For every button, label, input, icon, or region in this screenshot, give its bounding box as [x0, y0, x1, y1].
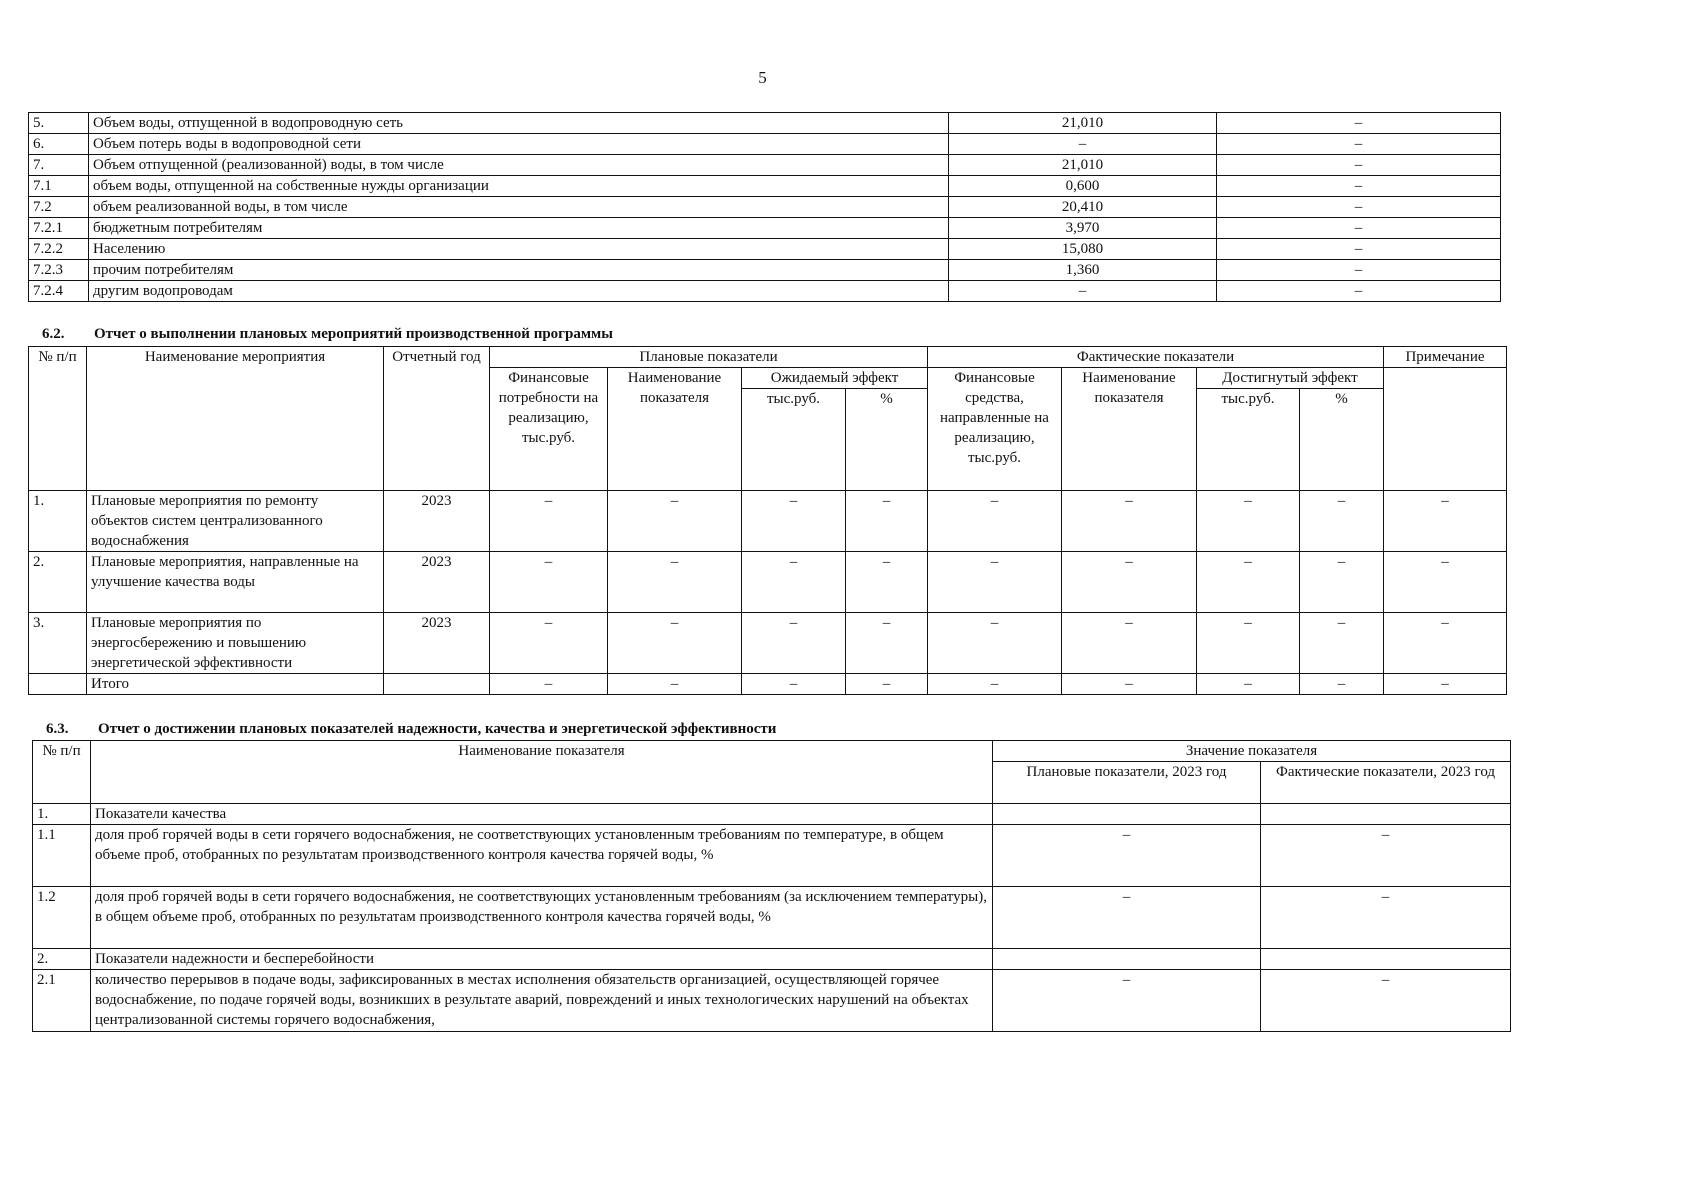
row-cell: –	[608, 552, 742, 613]
row-name: объем реализованной воды, в том числе	[89, 197, 949, 218]
row-number: 7.	[29, 155, 89, 176]
section-number: 6.2.	[42, 326, 65, 342]
row-cell: –	[1197, 552, 1300, 613]
header-act-fin: Финансовые средства, направленные на реализацию, тыс.руб.	[928, 368, 1062, 491]
row-cell: –	[928, 491, 1062, 552]
row-cell: –	[1062, 491, 1197, 552]
row-number: 7.2.1	[29, 218, 89, 239]
row-cell: –	[490, 613, 608, 674]
row-cell: –	[928, 552, 1062, 613]
row-number: 1.	[33, 804, 91, 825]
row-cell: –	[1384, 674, 1507, 695]
section-number: 6.3.	[46, 721, 69, 737]
header-year: Отчетный год	[384, 347, 490, 491]
row-cell: –	[846, 552, 928, 613]
row-cell: –	[1197, 674, 1300, 695]
row-cell: –	[846, 491, 928, 552]
row-value: 0,600	[949, 176, 1217, 197]
row-cell: –	[490, 491, 608, 552]
row-number: 6.	[29, 134, 89, 155]
table-row	[29, 491, 1507, 552]
table-row	[29, 113, 1501, 134]
row-cell: –	[608, 491, 742, 552]
row-name: Объем воды, отпущенной в водопроводную сеть	[89, 113, 949, 134]
row-name: Объем отпущенной (реализованной) воды, в том числе	[89, 155, 949, 176]
row-year: 2023	[384, 552, 490, 613]
row-year: 2023	[384, 613, 490, 674]
table-row	[29, 239, 1501, 260]
row-name: объем воды, отпущенной на собственные нужды организации	[89, 176, 949, 197]
row-actual: –	[1261, 887, 1511, 949]
table-row	[29, 613, 1507, 674]
row-cell: –	[490, 552, 608, 613]
header-plan-rub: тыс.руб.	[742, 389, 846, 491]
table-row	[29, 176, 1501, 197]
header-planned: Плановые показатели, 2023 год	[993, 762, 1261, 804]
row-number: 1.1	[33, 825, 91, 887]
row-planned	[993, 949, 1261, 970]
row-name: прочим потребителям	[89, 260, 949, 281]
row-cell: –	[1062, 552, 1197, 613]
row-extra: –	[1217, 239, 1501, 260]
row-year	[384, 674, 490, 695]
section-title: Отчет о выполнении плановых мероприятий производственной программы	[94, 326, 613, 342]
page-number: 5	[758, 68, 767, 87]
table-row	[29, 218, 1501, 239]
row-planned: –	[993, 887, 1261, 949]
table-row	[29, 134, 1501, 155]
row-value: 21,010	[949, 113, 1217, 134]
row-number: 2.	[33, 949, 91, 970]
row-planned	[993, 804, 1261, 825]
row-name: Населению	[89, 239, 949, 260]
row-extra: –	[1217, 134, 1501, 155]
header-num: № п/п	[29, 347, 87, 491]
row-value: 15,080	[949, 239, 1217, 260]
row-cell: –	[1062, 613, 1197, 674]
row-extra: –	[1217, 176, 1501, 197]
total-label: Итого	[87, 674, 384, 695]
header-act-percent: %	[1300, 389, 1384, 491]
row-cell: –	[1384, 613, 1507, 674]
row-extra: –	[1217, 281, 1501, 302]
row-name: бюджетным потребителям	[89, 218, 949, 239]
row-cell: –	[1384, 491, 1507, 552]
row-value: –	[949, 134, 1217, 155]
header-note-empty	[1384, 368, 1507, 491]
header-act-effect: Достигнутый эффект	[1197, 368, 1384, 389]
row-value: 21,010	[949, 155, 1217, 176]
indicators-table-body	[33, 741, 1511, 1032]
header-planned: Плановые показатели	[490, 347, 928, 368]
header-plan-fin: Финансовые потребности на реализацию, тыс.руб.	[490, 368, 608, 491]
row-extra: –	[1217, 197, 1501, 218]
row-name: доля проб горячей воды в сети горячего водоснабжения, не соответствующих установленным требованиям по температуре, в общем объеме проб, отобранных по результатам производственного контроля качества горячей воды, %	[91, 825, 993, 887]
row-value: 1,360	[949, 260, 1217, 281]
row-extra: –	[1217, 218, 1501, 239]
row-cell: –	[1300, 491, 1384, 552]
row-cell: –	[742, 552, 846, 613]
row-number: 2.1	[33, 970, 91, 1032]
row-planned: –	[993, 825, 1261, 887]
row-cell: –	[1197, 613, 1300, 674]
header-name: Наименование мероприятия	[87, 347, 384, 491]
header-plan-indicator: Наименование показателя	[608, 368, 742, 491]
row-cell: –	[846, 674, 928, 695]
row-cell: –	[742, 674, 846, 695]
row-number: 1.	[29, 491, 87, 552]
row-value: 3,970	[949, 218, 1217, 239]
row-year: 2023	[384, 491, 490, 552]
row-value: 20,410	[949, 197, 1217, 218]
row-number: 7.1	[29, 176, 89, 197]
row-name: другим водопроводам	[89, 281, 949, 302]
section-title: Отчет о достижении плановых показателей надежности, качества и энергетической эффективности	[98, 721, 777, 737]
row-cell: –	[1062, 674, 1197, 695]
planned-measures-table	[28, 346, 1507, 695]
row-actual: –	[1261, 825, 1511, 887]
header-actual: Фактические показатели	[928, 347, 1384, 368]
header-actual: Фактические показатели, 2023 год	[1261, 762, 1511, 804]
row-name: Плановые мероприятия по ремонту объектов систем централизованного водоснабжения	[87, 491, 384, 552]
row-number	[29, 674, 87, 695]
row-cell: –	[490, 674, 608, 695]
total-row	[29, 674, 1507, 695]
row-cell: –	[1384, 552, 1507, 613]
water-volume-table-body	[29, 113, 1501, 302]
table-row	[33, 949, 1511, 970]
row-planned: –	[993, 970, 1261, 1032]
row-name: доля проб горячей воды в сети горячего водоснабжения, не соответствующих установленным требованиям (за исключением температуры), в общем объеме проб, отобранных по результатам производственного контроля качества горячей воды, %	[91, 887, 993, 949]
row-cell: –	[928, 674, 1062, 695]
table-row	[29, 552, 1507, 613]
header-note: Примечание	[1384, 347, 1507, 368]
row-number: 1.2	[33, 887, 91, 949]
row-number: 3.	[29, 613, 87, 674]
header-value: Значение показателя	[993, 741, 1511, 762]
row-name: Показатели качества	[91, 804, 993, 825]
table-row	[29, 197, 1501, 218]
row-number: 7.2	[29, 197, 89, 218]
planned-measures-table-body	[29, 347, 1507, 695]
water-volume-table	[28, 112, 1501, 302]
header-plan-percent: %	[846, 389, 928, 491]
row-number: 5.	[29, 113, 89, 134]
row-value: –	[949, 281, 1217, 302]
row-number: 2.	[29, 552, 87, 613]
header-row	[33, 741, 1511, 762]
row-extra: –	[1217, 155, 1501, 176]
row-number: 7.2.3	[29, 260, 89, 281]
header-row	[29, 347, 1507, 368]
row-actual	[1261, 804, 1511, 825]
row-name: количество перерывов в подаче воды, зафиксированных в местах исполнения обязательств организацией, осуществляющей горячее водоснабжение, по подаче горячей воды, возникших в результате аварий, повреждений и иных технологических нарушений на объектах централизованной системы горячего водоснабжения,	[91, 970, 993, 1032]
row-cell: –	[1300, 674, 1384, 695]
table-row	[33, 804, 1511, 825]
header-act-indicator: Наименование показателя	[1062, 368, 1197, 491]
header-act-rub: тыс.руб.	[1197, 389, 1300, 491]
section-6-2-heading	[42, 326, 613, 343]
row-cell: –	[1300, 552, 1384, 613]
header-plan-effect: Ожидаемый эффект	[742, 368, 928, 389]
row-cell: –	[608, 613, 742, 674]
row-cell: –	[1197, 491, 1300, 552]
indicators-table	[32, 740, 1511, 1032]
table-row	[33, 887, 1511, 949]
table-row	[33, 970, 1511, 1032]
header-name: Наименование показателя	[91, 741, 993, 804]
row-cell: –	[846, 613, 928, 674]
row-name: Объем потерь воды в водопроводной сети	[89, 134, 949, 155]
row-number: 7.2.4	[29, 281, 89, 302]
table-row	[33, 825, 1511, 887]
row-cell: –	[742, 491, 846, 552]
row-actual	[1261, 949, 1511, 970]
row-cell: –	[608, 674, 742, 695]
row-name: Плановые мероприятия, направленные на улучшение качества воды	[87, 552, 384, 613]
section-6-3-heading	[46, 721, 776, 738]
header-num: № п/п	[33, 741, 91, 804]
row-extra: –	[1217, 113, 1501, 134]
row-cell: –	[928, 613, 1062, 674]
row-extra: –	[1217, 260, 1501, 281]
row-cell: –	[1300, 613, 1384, 674]
row-name: Показатели надежности и бесперебойности	[91, 949, 993, 970]
table-row	[29, 260, 1501, 281]
table-row	[29, 281, 1501, 302]
row-name: Плановые мероприятия по энергосбережению и повышению энергетической эффективности	[87, 613, 384, 674]
row-actual: –	[1261, 970, 1511, 1032]
row-cell: –	[742, 613, 846, 674]
row-number: 7.2.2	[29, 239, 89, 260]
table-row	[29, 155, 1501, 176]
